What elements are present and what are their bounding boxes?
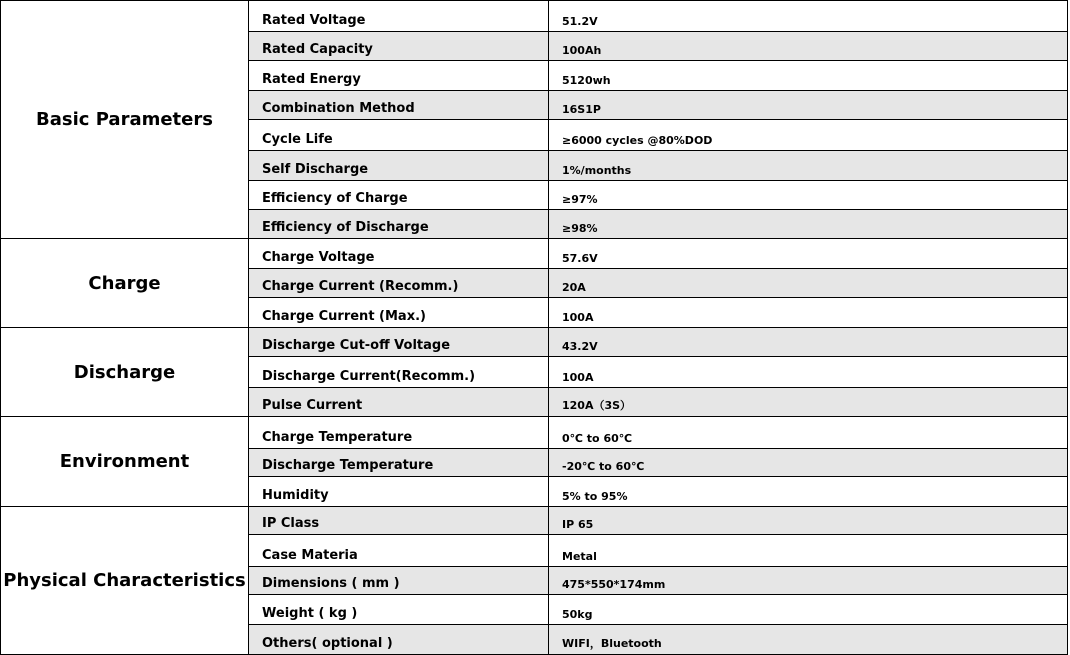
category-physical-characteristics: Physical Characteristics bbox=[1, 507, 249, 655]
param-value: 57.6V bbox=[549, 239, 1068, 269]
table-row bbox=[1, 1, 1068, 32]
param-name: Others( optional ) bbox=[249, 625, 549, 655]
param-value: 100A bbox=[549, 357, 1068, 388]
table-row bbox=[1, 328, 1068, 357]
param-name: Rated Energy bbox=[249, 61, 549, 91]
category-environment: Environment bbox=[1, 417, 249, 507]
param-name: Efficiency of Charge bbox=[249, 181, 549, 210]
param-value: 20A bbox=[549, 269, 1068, 298]
param-name: Rated Capacity bbox=[249, 32, 549, 61]
param-name: Charge Current (Max.) bbox=[249, 298, 549, 328]
param-name: Case Materia bbox=[249, 535, 549, 567]
param-value: WIFI，Bluetooth bbox=[549, 625, 1068, 655]
spec-table-body bbox=[1, 1, 1068, 655]
param-value: ≥6000 cycles @80%DOD bbox=[549, 120, 1068, 151]
param-name: Rated Voltage bbox=[249, 1, 549, 32]
param-value: 5120wh bbox=[549, 61, 1068, 91]
param-name: Charge Current (Recomm.) bbox=[249, 269, 549, 298]
param-value: 51.2V bbox=[549, 1, 1068, 32]
category-charge: Charge bbox=[1, 239, 249, 328]
param-value: 5% to 95% bbox=[549, 477, 1068, 507]
param-value: 100A bbox=[549, 298, 1068, 328]
param-value: ≥98% bbox=[549, 210, 1068, 239]
param-value: 16S1P bbox=[549, 91, 1068, 120]
category-discharge: Discharge bbox=[1, 328, 249, 417]
param-name: Efficiency of Discharge bbox=[249, 210, 549, 239]
param-name: Cycle Life bbox=[249, 120, 549, 151]
param-name: Charge Temperature bbox=[249, 417, 549, 449]
param-name: Weight ( kg ) bbox=[249, 595, 549, 625]
param-name: Dimensions ( mm ) bbox=[249, 567, 549, 595]
table-row bbox=[1, 417, 1068, 449]
param-name: Self Discharge bbox=[249, 151, 549, 181]
param-value: -20℃ to 60℃ bbox=[549, 449, 1068, 477]
param-value: Metal bbox=[549, 535, 1068, 567]
param-name: Humidity bbox=[249, 477, 549, 507]
param-value: IP 65 bbox=[549, 507, 1068, 535]
param-value: 0℃ to 60℃ bbox=[549, 417, 1068, 449]
param-value: 100Ah bbox=[549, 32, 1068, 61]
table-row bbox=[1, 507, 1068, 535]
param-value: ≥97% bbox=[549, 181, 1068, 210]
param-name: Charge Voltage bbox=[249, 239, 549, 269]
param-name: Discharge Temperature bbox=[249, 449, 549, 477]
category-basic-parameters: Basic Parameters bbox=[1, 1, 249, 239]
param-value: 43.2V bbox=[549, 328, 1068, 357]
param-value: 120A（3S） bbox=[549, 388, 1068, 417]
param-value: 1%/months bbox=[549, 151, 1068, 181]
param-name: Discharge Cut-off Voltage bbox=[249, 328, 549, 357]
table-row bbox=[1, 239, 1068, 269]
param-name: Discharge Current(Recomm.) bbox=[249, 357, 549, 388]
param-value: 475*550*174mm bbox=[549, 567, 1068, 595]
param-name: Pulse Current bbox=[249, 388, 549, 417]
param-name: IP Class bbox=[249, 507, 549, 535]
param-name: Combination Method bbox=[249, 91, 549, 120]
param-value: 50kg bbox=[549, 595, 1068, 625]
